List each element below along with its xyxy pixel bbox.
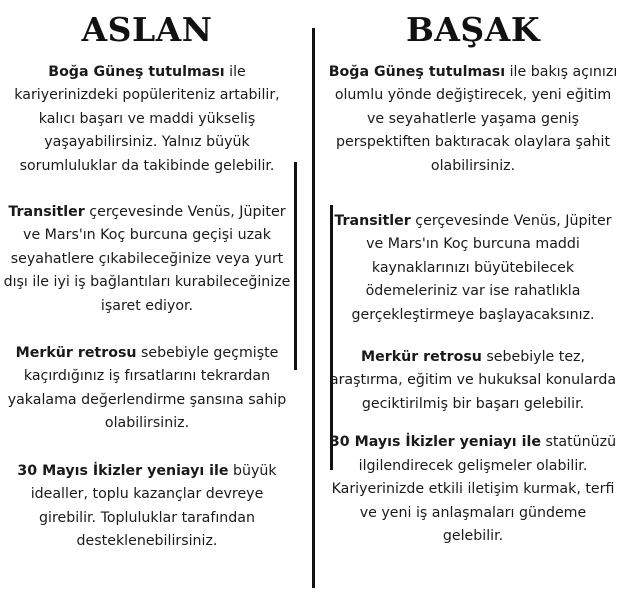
aslan-paragraph-mercury-body: sebebiyle geçmişte kaçırdığınız iş fırsatlarını tekrardan yakalama değerlendirme şansına sahip olabilirsiniz. [7, 345, 287, 432]
basak-title: BAŞAK [405, 10, 541, 49]
aslan-paragraph-eclipse [2, 61, 292, 178]
aslan-paragraph-newmoon [2, 460, 292, 554]
basak-paragraph-eclipse-lead: Boğa Güneş tutulması [328, 64, 506, 80]
aslan-column [2, 0, 292, 553]
basak-paragraph-newmoon-body: statünüzü ilgilendirecek gelişmeler olabilir. Kariyerinizde etkili iletişim kurmak, terfi ve yeni iş anlaşmaları gündeme gelebilir. [331, 434, 617, 544]
aslan-paragraph-transits-body: çerçevesinde Venüs, Jüpiter ve Mars'ın Koç burcuna geçişi uzak seyahatlere çıkabileceğinize veya yurt dışı ile iyi iş bağlantıları kurabileceğinize işaret ediyor. [3, 204, 291, 314]
basak-paragraph-transits-body: çerçevesinde Venüs, Jüpiter ve Mars'ın Koç burcuna maddi kaynaklarınızı büyütebilecek ödemeleriniz var ise rahatlıkla gerçekleştirmeye başlayacaksınız. [351, 213, 612, 323]
left-accent-divider [294, 162, 297, 370]
aslan-paragraph-mercury [2, 342, 292, 436]
basak-paragraph-transits-lead: Transitler [334, 213, 411, 230]
aslan-paragraph-eclipse-lead: Boğa Güneş tutulması [48, 64, 225, 80]
aslan-paragraph-newmoon-lead: 30 Mayıs İkizler yeniayı ile [17, 462, 229, 479]
basak-column [328, 0, 618, 548]
aslan-paragraph-transits [2, 201, 292, 318]
basak-paragraph-mercury-body: sebebiyle tez, araştırma, eğitim ve hukuksal konularda geciktirilmiş bir başarı gelebilir. [329, 349, 617, 412]
basak-paragraph-mercury [328, 346, 618, 416]
aslan-paragraph-newmoon-body: büyük idealler, toplu kazançlar devreye girebilir. Topluluklar tarafından desteklenebilirsiniz. [30, 462, 277, 549]
basak-paragraph-eclipse [328, 61, 618, 178]
basak-paragraph-newmoon [328, 431, 618, 548]
aslan-paragraph-eclipse-body: ile kariyerinizdeki popüleriteniz artabilir, kalıcı başarı ve maddi yükseliş yaşayabilirsiniz. Yalnız büyük sorumluluklar da takibinde gelebilir. [14, 64, 280, 174]
basak-paragraph-newmoon-lead: 30 Mayıs İkizler yeniayı ile [329, 434, 541, 451]
aslan-title: ASLAN [81, 10, 213, 49]
basak-paragraph-mercury-lead: Merkür retrosu [360, 349, 482, 366]
basak-paragraph-transits [328, 210, 618, 327]
basak-paragraph-eclipse-body: ile bakış açınızı olumlu yönde değiştirecek, yeni eğitim ve seyahatlerle yaşama geniş perspektiften baktıracak olaylara şahit olabilirsiniz. [334, 64, 618, 174]
aslan-paragraph-mercury-lead: Merkür retrosu [15, 345, 137, 362]
aslan-paragraph-transits-lead: Transitler [8, 204, 85, 221]
center-divider [312, 28, 315, 588]
